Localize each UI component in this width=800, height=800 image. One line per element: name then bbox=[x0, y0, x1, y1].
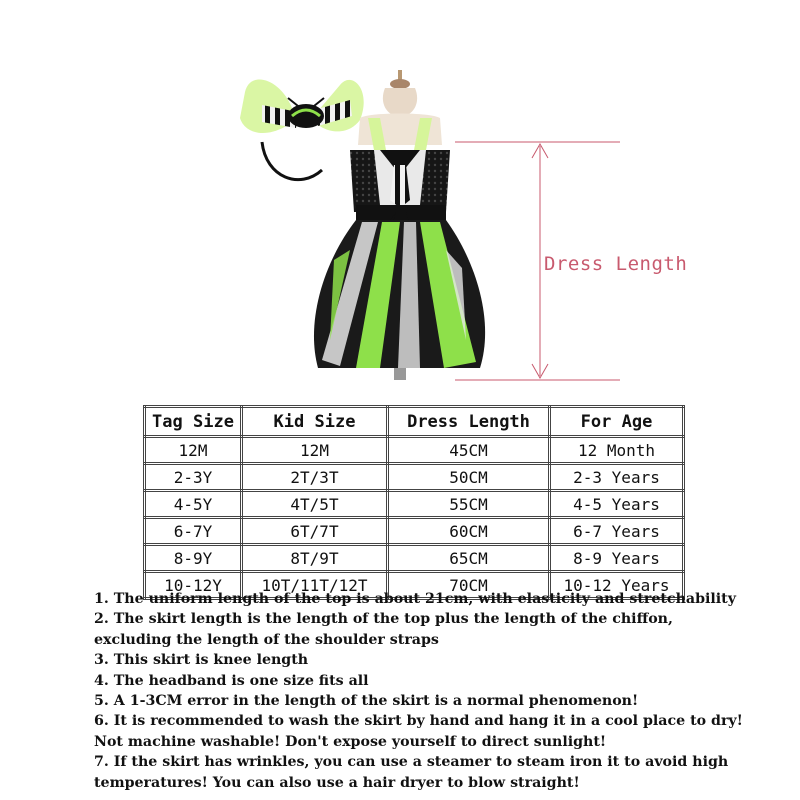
table-header-row bbox=[145, 407, 684, 437]
dress-length-label: Dress Length bbox=[544, 253, 688, 275]
table-row bbox=[145, 518, 684, 545]
cell-dress-length: 65CM bbox=[388, 545, 550, 572]
table-row bbox=[145, 464, 684, 491]
note-item: 6. It is recommended to wash the skirt by hand and hang it in a cool place to dry! Not machine washable! Don't expose yourself to direct sunlight! bbox=[94, 713, 743, 750]
note-item: 5. A 1-3CM error in the length of the skirt is a normal phenomenon! bbox=[94, 693, 639, 710]
cell-dress-length: 50CM bbox=[388, 464, 550, 491]
cell-for-age: 2-3 Years bbox=[550, 464, 684, 491]
note-item: 1. The uniform length of the top is about 21cm, with elasticity and stretchability bbox=[94, 591, 736, 607]
cell-kid-size: 12M bbox=[242, 437, 388, 464]
cell-tag-size: 2-3Y bbox=[145, 464, 242, 491]
cell-dress-length: 55CM bbox=[388, 491, 550, 518]
table-row bbox=[145, 545, 684, 572]
size-chart-table bbox=[143, 405, 685, 600]
cell-tag-size: 10-12Y bbox=[145, 572, 242, 599]
cell-tag-size: 12M bbox=[145, 437, 242, 464]
cell-kid-size: 6T/7T bbox=[242, 518, 388, 545]
table-row bbox=[145, 491, 684, 518]
cell-kid-size: 4T/5T bbox=[242, 491, 388, 518]
cell-for-age: 8-9 Years bbox=[550, 545, 684, 572]
headband-bow bbox=[240, 79, 364, 179]
header-tag-size: Tag Size bbox=[145, 407, 242, 437]
cell-tag-size: 6-7Y bbox=[145, 518, 242, 545]
table-row bbox=[145, 437, 684, 464]
cell-for-age: 4-5 Years bbox=[550, 491, 684, 518]
cell-tag-size: 4-5Y bbox=[145, 491, 242, 518]
cell-kid-size: 10T/11T/12T bbox=[242, 572, 388, 599]
cell-tag-size: 8-9Y bbox=[145, 545, 242, 572]
note-item: 7. If the skirt has wrinkles, you can use a steamer to steam iron it to avoid high temperatures! You can also use a hair dryer to blow straight! bbox=[94, 754, 729, 791]
tutu-skirt bbox=[314, 220, 485, 368]
care-notes bbox=[94, 589, 754, 793]
cell-kid-size: 8T/9T bbox=[242, 545, 388, 572]
header-for-age: For Age bbox=[550, 407, 684, 437]
header-dress-length: Dress Length bbox=[388, 407, 550, 437]
cell-dress-length: 60CM bbox=[388, 518, 550, 545]
cell-for-age: 12 Month bbox=[550, 437, 684, 464]
cell-dress-length: 45CM bbox=[388, 437, 550, 464]
note-item: 2. The skirt length is the length of the top plus the length of the chiffon, excluding the length of the shoulder straps bbox=[94, 611, 673, 648]
cell-for-age: 6-7 Years bbox=[550, 518, 684, 545]
cell-for-age: 10-12 Years bbox=[550, 572, 684, 599]
cell-dress-length: 70CM bbox=[388, 572, 550, 599]
note-item: 4. The headband is one size fits all bbox=[94, 672, 369, 689]
header-kid-size: Kid Size bbox=[242, 407, 388, 437]
cell-kid-size: 2T/3T bbox=[242, 464, 388, 491]
note-item: 3. This skirt is knee length bbox=[94, 652, 309, 669]
